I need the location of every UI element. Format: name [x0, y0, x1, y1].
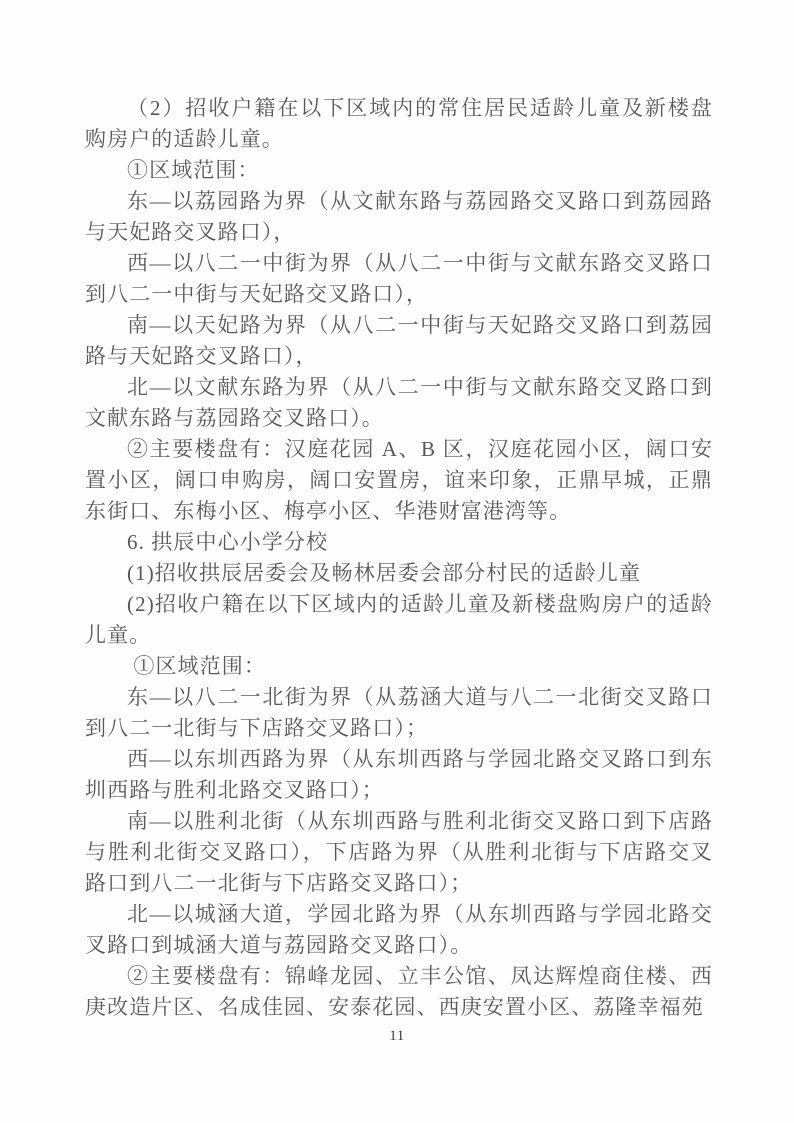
paragraph: （2）招收户籍在以下区域内的常住居民适龄儿童及新楼盘购房户的适龄儿童。: [85, 96, 713, 151]
paragraph: (1)招收拱辰居委会及畅林居委会部分村民的适龄儿童: [127, 561, 641, 585]
page-footer: [0, 1028, 794, 1045]
paragraph: (2)招收户籍在以下区域内的适龄儿童及新楼盘购房户的适龄儿童。: [85, 592, 713, 647]
paragraph: 西—以东圳西路为界（从东圳西路与学园北路交叉路口到东圳西路与胜利北路交叉路口）；: [85, 747, 713, 802]
paragraph: 西—以八二一中街为界（从八二一中街与文献东路交叉路口到八二一中街与天妃路交叉路口），: [85, 251, 713, 306]
paragraph: 东—以荔园路为界（从文献东路与荔园路交叉路口到荔园路与天妃路交叉路口），: [85, 189, 713, 244]
paragraph: 北—以文献东路为界（从八二一中街与文献东路交叉路口到文献东路与荔园路交叉路口）。: [85, 375, 713, 430]
paragraph: ②主要楼盘有：锦峰龙园、立丰公馆、凤达辉煌商住楼、西庚改造片区、名成佳园、安泰花园、西庚安置小区、荔隆幸福苑: [85, 964, 713, 1019]
document-body-text: [85, 93, 713, 1023]
paragraph: ①区域范围：: [127, 654, 266, 678]
paragraph: 东—以八二一北街为界（从荔涵大道与八二一北街交叉路口到八二一北街与下店路交叉路口）；: [85, 685, 713, 740]
paragraph: ②主要楼盘有：汉庭花园 A、B 区，汉庭花园小区，阔口安置小区，阔口申购房，阔口安置房，谊来印象，正鼎早城，正鼎东街口、东梅小区、梅亭小区、华港财富港湾等。: [85, 437, 713, 523]
paragraph: 南—以天妃路为界（从八二一中街与天妃路交叉路口到荔园路与天妃路交叉路口），: [85, 313, 713, 368]
paragraph: 南—以胜利北街（从东圳西路与胜利北街交叉路口到下店路与胜利北街交叉路口），下店路为界（从胜利北街与下店路交叉路口到八二一北街与下店路交叉路口）；: [85, 809, 713, 895]
paragraph: ①区域范围：: [127, 158, 260, 182]
paragraph: 6. 拱辰中心小学分校: [127, 530, 329, 554]
page-number: 11: [389, 1028, 405, 1044]
paragraph: 北—以城涵大道，学园北路为界（从东圳西路与学园北路交叉路口到城涵大道与荔园路交叉路口）。: [85, 902, 713, 957]
